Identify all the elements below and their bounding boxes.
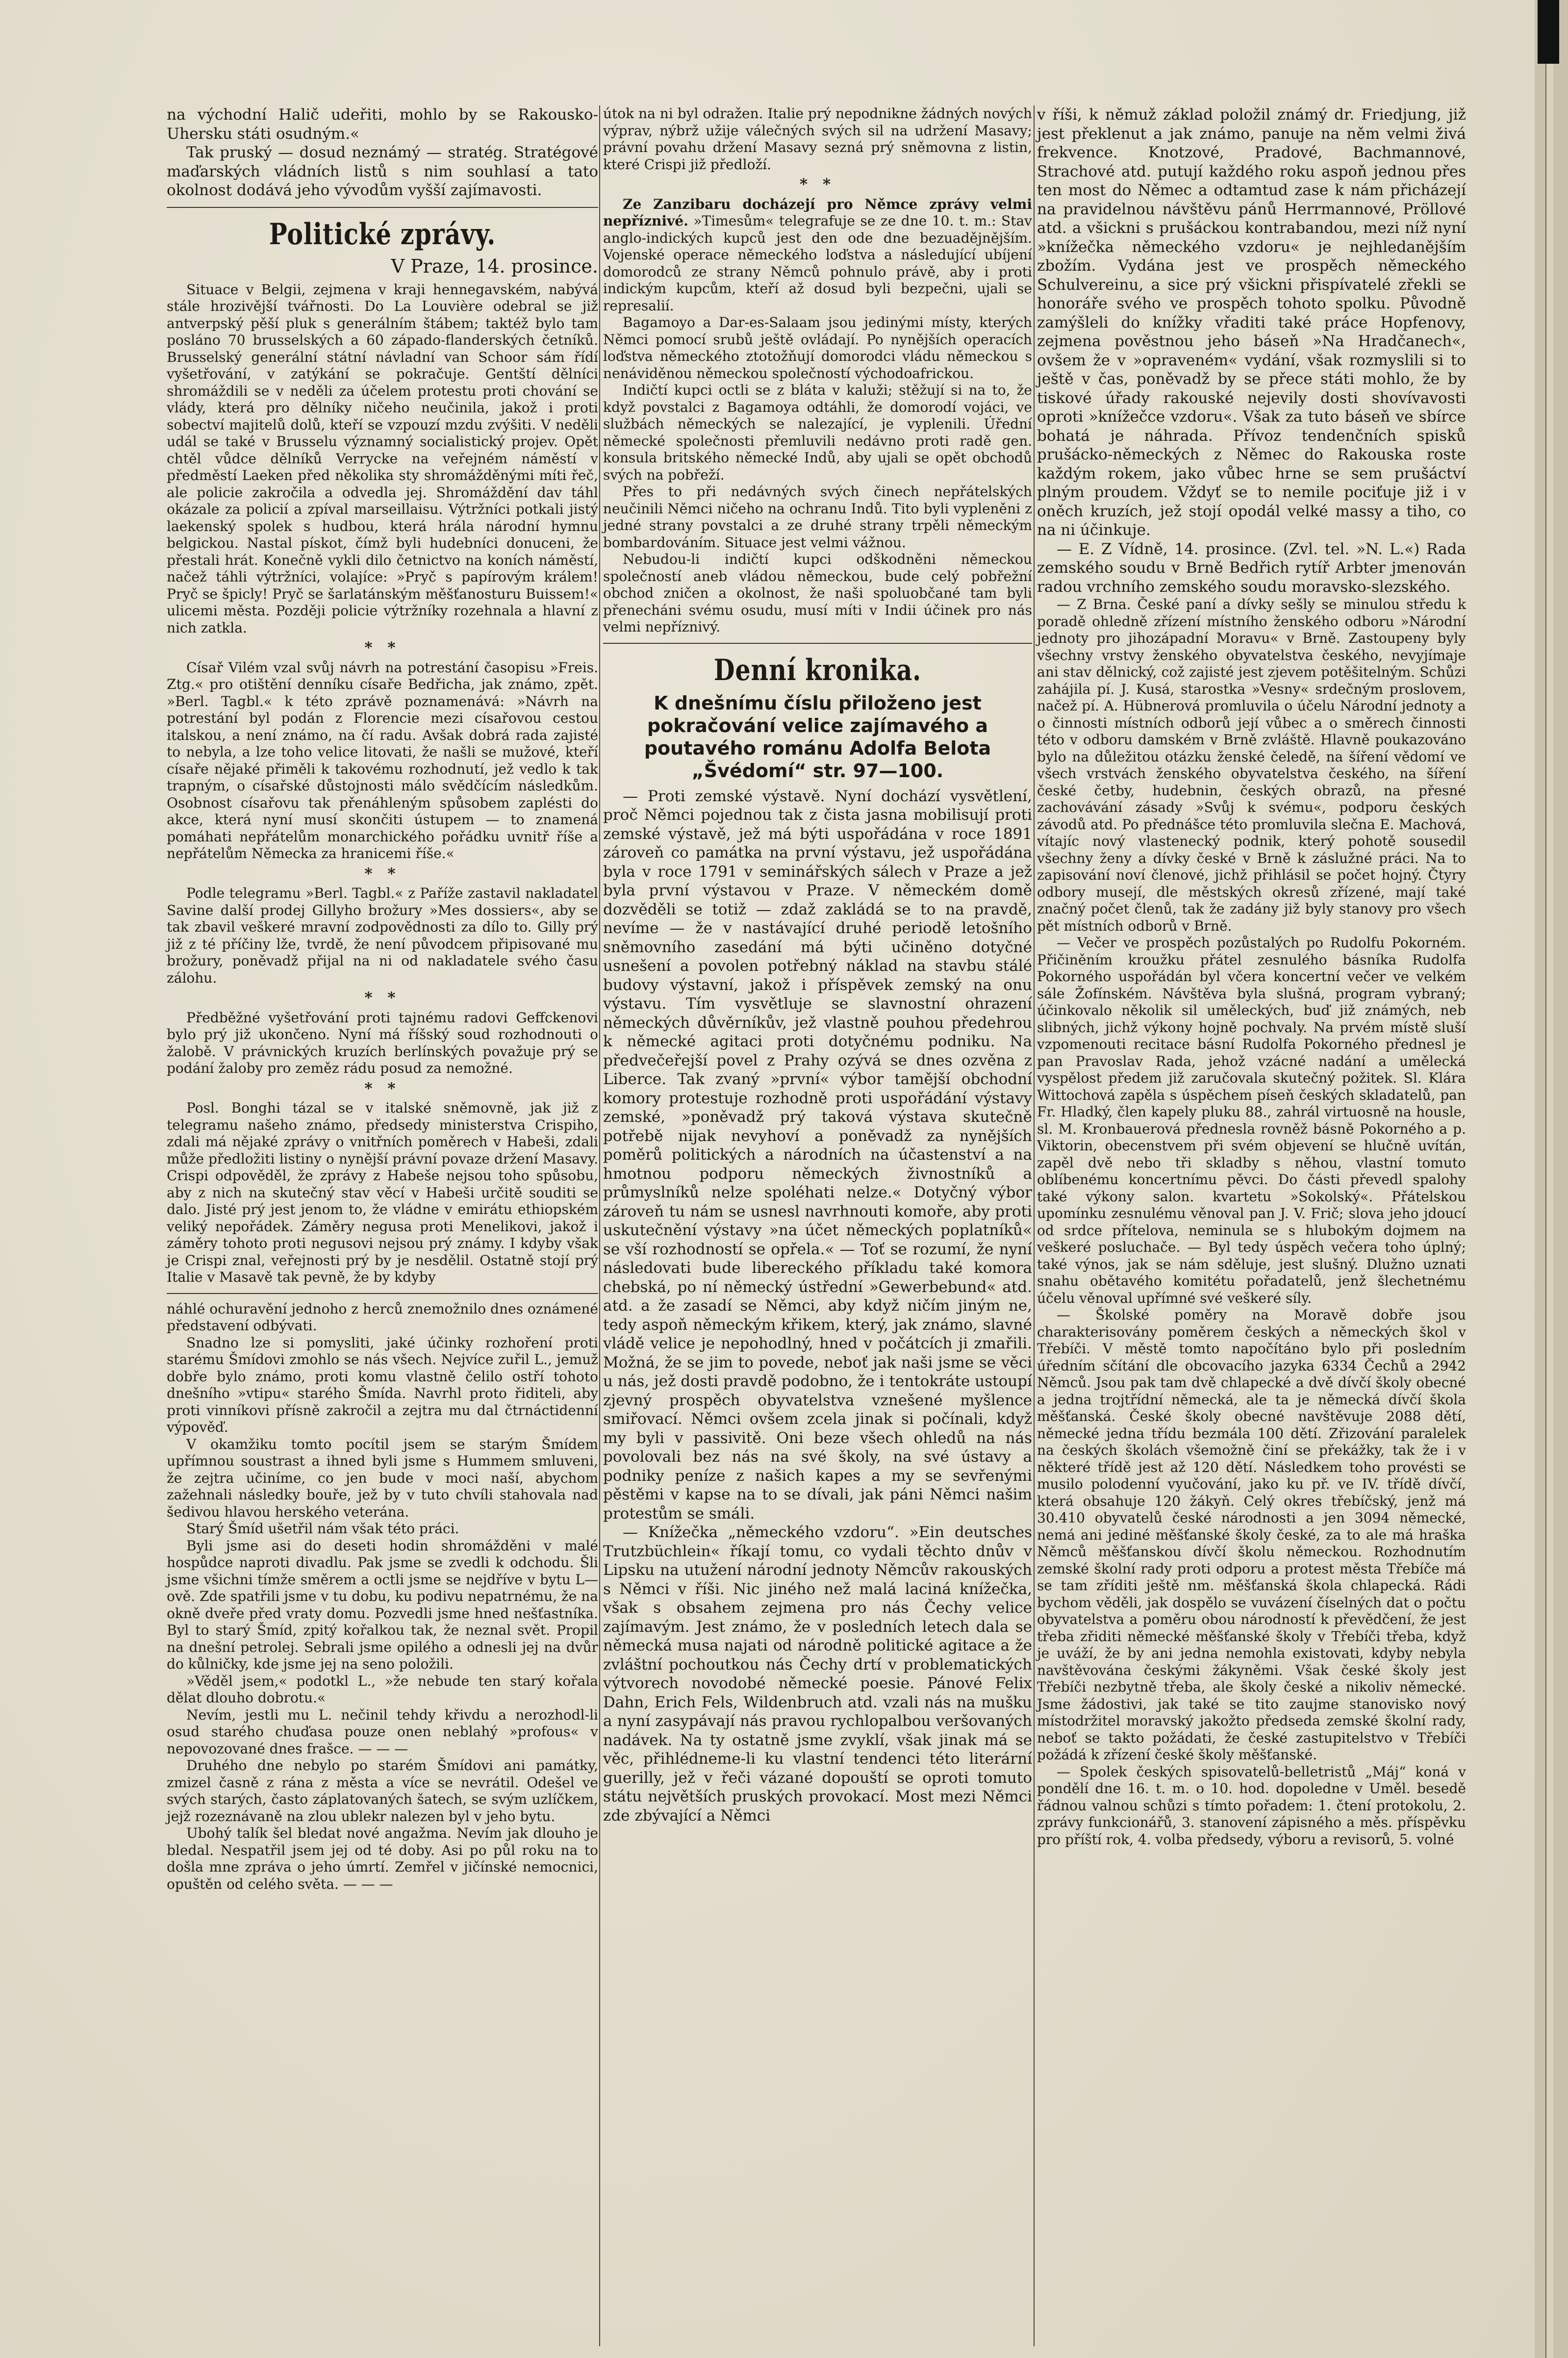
feuilleton-text: Snadno lze si pomysliti, jaké účinky rozhoření proti starému Šmídovi zmohlo se nás všech. Nejvíce zuřil L., jemuž dobře bylo známo, proti komu vlastně čelilo ostří tohoto dnešního »vtipu« starého Šmída. Navrhl proto řiditeli, aby proti vinníkovi přísně zakročil a zejtra mu dal čtrnáctidenní výpověď. [167, 1334, 598, 1435]
article-gilly: Podle telegramu »Berl. Tagbl.« z Paříže zastavil nakladatel Savine další prodej Gillyho brožury »Mes dossiers«, aby se tak zbavil veškeré mravní zodpovědnosti za dílo to. Gilly prý již z té příčiny lže, tvrdě, že není původcem připisované mu brožury, poněvadž přijal na ni od nakladatele svého času zálohu. [167, 885, 598, 986]
supplement-announcement: K dnešnímu číslu přiloženo jest pokračování velice zajímavého a poutavého románu Adolfa Belota „Švédomí“ str. 97—100. [644, 692, 991, 782]
article-belgie: Situace v Belgii, zejmena v kraji hennegavském, nabývá stále hrozivější tvářnosti. Do La Louvière odebral se již antverpský pěší pluk s generálním štábem; taktéž bylo tam posláno 70 brusselských a 60 západo-flanderských četníků. Brusselský generální státní návladní van Schoor sám řídí vyšetřování, v zatýkání se pokračuje. Gentští dělníci shromáždili se v neděli za účelem protestu proti chování se vlády, která pro dělníky ničeho neučinila, jakož i proti sobectví majitelů dolů, kteří se vzpouzí mzdu zvýšiti. V neděli udál se také v Brusselu významný socialistický projev. Opět chtěl vůdce dělníků Verrycke na veřejném náměstí v předměstí Laeken před několika sty shromážděnými míti řeč, ale policie zakročila a odvedla jej. Shromáždění dav táhl okázale za policií a zpíval marseillaisu. Výtržníci potkali jistý laekenský spolek s hudbou, která hrála národní hymnu belgickou. Nastal pískot, čímž byli hudebníci donuceni, že přestali hrát. Konečně vykli dilo četnictvo na koních náměstí, načež táhli výtržníci, volajíce: »Pryč s papírovým králem! Pryč se špicly! Pryč se šarlatánským měšťanosturu Buissem!« ulicemi města. Později policie výtržníky rozehnala a hlavní z nich zatkla. [167, 281, 598, 636]
page-edge [1535, 0, 1568, 2358]
column-middle [603, 105, 1032, 2351]
article-vecer-pokorny: — Večer ve prospěch pozůstalých po Rudolfu Pokorném. Přičiněním kroužku přátel zesnulého básníka Rudolfa Pokorného uspořádán byl včera koncertní večer ve velkém sále Žofínském. Návštěva byla slušná, program vybraný; účinkovalo několik sil uměleckých, buď již známých, neb slibných, jichž výkony hojně pochvaly. Na prvém místě sluší vzpomenouti recitace básní Rudolfa Pokorného přednesl je pan Pravoslav Rada, jehož vzácné nadání a umělecká vyspělost předem již zaručovala skutečný požitek. Sl. Klára Wittochová zapěla s úspěchem píseň českých skladatelů, pan Fr. Hladký, člen kapely pluku 88., zahrál virtuosně na housle, sl. M. Kronbauerová přednesla rovněž básně Pokorného a p. Viktorin, obecenstvem při svém objevení se hlučně uvítán, zapěl dvě nebo tři skladby s něhou, vlastní tomuto oblíbenému koncertnímu pěvci. Do části převedl spalohy také výkony salon. kvartetu »Sokolský«. Přátelskou upomínku zesnulému věnoval pan J. V. Frič; slova jeho jdoucí od srdce přítelova, neminula se s hlubokým dojmem na veškeré posluchače. — Byl tedy úspěch večera toho úplný; také výnos, jak se nám sděluje, jest slušný. Dlužno uznati snahu obětavého komitétu pořadatelů, jenž šlechetnému účelu věnoval upřímné své veškeré síly. [1037, 935, 1466, 1306]
section-divider [167, 207, 598, 208]
section-divider [603, 643, 1032, 644]
article-z-vidne: — E. Z Vídně, 14. prosince. (Zvl. tel. »N. L.«) Rada zemského soudu v Brně Bedřich rytíř Arbter jmenován radou vrchního zemského soudu moravsko-slezského. [1037, 540, 1466, 596]
feuilleton-text: Ubohý talík šel bledat nové angažma. Nevím jak dlouho je bledal. Nespatřil jsem jej od té doby. Asi po půl roku na to došla mne zpráva o jeho úmrtí. Zemřel v jičínské nemocnici, opuštěn od celého světa. — — — [167, 1825, 598, 1892]
article-spolek-maj: — Spolek českých spisovatelů-belletristů „Máj“ koná v pondělí dne 16. t. m. o 10. hod. dopoledne v Uměl. besedě řádnou valnou schůzi s tímto pořadem: 1. čtení protokolu, 2. zprávy funkcionářů, 3. stanovení zápisného a měs. příspěvku pro příští rok, 4. volba předsedy, výboru a revisorů, 5. volné [1037, 1763, 1466, 1848]
article-zanzibar-5: Nebudou-li indičtí kupci odškodněni německou společností aneb vládou německou, bude celý pobřežní obchod zničen a okolnost, že naši spoluobčané tam byli přenecháni svému osudu, musí míti v Indii účinek pro nás velmi nepříznivý. [603, 551, 1032, 635]
section-title-politicke-zpravy: Politické zprávy. [269, 217, 496, 252]
article-zanzibar-4: Přes to při nedávných svých činech nepřátelských neučinili Němci ničeho na ochranu Indů. Tito byli vypleněni z jedné strany povstalci a ze druhé strany trpěli německým bombardováním. Situace jest velmi vážnou. [603, 483, 1032, 551]
separator-stars: * * [364, 989, 401, 1007]
separator-stars: * * [364, 1079, 401, 1097]
article-italie-cont: útok na ni byl odražen. Italie prý nepodnikne žádných nových výprav, nýbrž užije válečných svých sil na udržení Masavy; právní povahu držení Masavy sezná prý sněmovna z listin, které Crispi již předloží. [603, 105, 1032, 173]
feuilleton-text: Druhého dne nebylo po starém Šmídovi ani památky, zmizel časně z rána z města a více se nevrátil. Odešel ve svých starých, často záplatovaných šatech, se svým uzlíčkem, jejž rozeznávaně na zlou ublekr nalezen byl v jeho bytu. [167, 1757, 598, 1825]
feuilleton-text: náhlé ochuravění jednoho z herců znemožnilo dnes oznámené představení odbývati. [167, 1300, 598, 1334]
page-edge-mark [1538, 0, 1559, 64]
feuilleton-text: Nevím, jestli mu L. nečinil tehdy křivdu a nerozhodl-li osud starého chuďasa pouze onen neblahý »profous« v nepovozované dnes frašce. — — — [167, 1706, 598, 1757]
feuilleton-text: Byli jsme asi do deseti hodin shromážděni v malé hospůdce naproti divadlu. Pak jsme se zvedli k odchodu. Šli jsme všichni tímže směrem a octli jsme se nejdříve v bytu L—ově. Zde spatřili jsme v tu dobu, ku podivu nepatrnému, že na okně dveře před vraty domu. Pozvedli jsme hned nešťastníka. Byl to starý Šmíd, zpitý kořalkou tak, že neznal svět. Propil na dnešní petrolej. Sebrali jsme opilého a odnesli jej na dvůr do kůlničky, kde jsme jej na seno položili. [167, 1537, 598, 1672]
article-geffcken: Předběžné vyšetřování proti tajnému radovi Geffckenovi bylo prý již ukončeno. Nyní má říšský soud rozhodnouti o žalobě. V právnických kruzích berlínských považuje prý se podání žaloby pro zeměz rádu posud za nemožné. [167, 1009, 598, 1076]
page-edge-strip [1545, 64, 1553, 2358]
intro-text-2: Tak pruský — dosud neznámý — stratég. Stratégové maďarských vládních listů s nim souhlasí a tato okolnost dodává jeho vývodům vyšší zajímavosti. [167, 144, 598, 199]
article-zanzibar-2: Bagamoyo a Dar-es-Salaam jsou jedinými místy, kterých Němci pomocí srubů ještě ovládají. Po nynějších operacích loďstva německého ztotožňují domorodci vládu německou s nenáviděnou německou společností východoafrickou. [603, 314, 1032, 381]
article-skolske-pomery: — Školské poměry na Moravě dobře jsou charakterisovány poměrem českých a německých škol v Třebíči. V městě tomto napočítáno bylo při posledním úředním sčítání dle obcovacího jazyka 6334 Čechů a 2942 Němců. Jsou pak tam dvě chlapecké a dvě dívčí školy obecné a jedna trojtřídní německá, ale ta je německá dívčí škola měšťanská. České školy obecné navštěvuje 2088 dětí, německé jedna třídu bezmála 100 dětí. Zřizování paralelek na českých školách všemožně činí se překážky, tak že i v některé třídě jest až 120 dětí. Následkem toho provésti se musilo polodenní vyučování, jako ku př. ve IV. třídě dívčí, která obsahuje 120 žákyň. Celý okres třebíčský, jenž má 30.410 obyvatelů české národnosti a jen 3094 německé, nemá ani jediné měšťanské školy české, za to ale má hraška Němců měšťanskou dívčí školu německou. Rozhodnutím zemské školní rady proti odporu a protest města Třebíče má se tam zříditi ještě nm. měšťanská škola chlapecká. Rádi bychom věděli, jak dospělo se vuvázení číselných dat o počtu obyvatelstva a poměru obou národností k převědčení, že jest třeba zřiditi německé měšťanské školy v Třebíči třeba, když je uváží, že by ani jedna nemohla existovati, kdyby nebyla navštěvována českými žákyněmi. Však české školy jest Třebíči nezbytně třeba, ale školy české a nikoliv německé. Jsme žádostivi, jak také se tito zaujme stanovisko nový místodržitel moravský jakožto předseda zemské školní rady, neboť se takto požádati, že české zastupitelstvo v Třebíči požádá k zřízení české školy měšťanské. [1037, 1307, 1466, 1763]
feuilleton-text: »Věděl jsem,« podotkl L., »že nebude ten starý kořala dělat dlouho dobrotu.« [167, 1673, 598, 1706]
article-knizecka-cont: v říši, k němuž základ položil známý dr. Friedjung, již jest překlenut a jak známo, panuje na něm velmi živá frekvence. Knotzové, Pradové, Bachmannové, Strachové atd. putují každého roku aspoň jednou přes ten most do Němec a odtamtud zase k nám přicházejí na pravidelnou návštěvu pánů Herrmannové, Pröllové atd. a všickni s prušáckou kontrabandou, mezi níž nyní »knížečka německého vzdoru« je nejhledanějším zbožím. Vydána jest ve prospěch německého Schulvereinu, a sice prý všickni přispívatelé zřekli se honoráře svého ve prospěch tohoto spolku. Původně zamýšleli do knížky vřaditi také práce Hopfenovy, zejmena pověstnou jeho báseň »Na Hradčanech«, ovšem že v »opraveném« vydání, však rozmyslili si to ještě v čas, poněvadž by se přece státi mohlo, že by tiskové úřady rakouské nejevily dosti shovívavosti oproti »knížečce vzdoru«. Však za tuto báseň ve sbírce bohatá je náhrada. Přívoz tendenčních spisků prušácko-německých z Němec do Rakouska roste každým rokem, jako vůbec hrne se sem prušáctví plným proudem. Vždyť se to nemile pociťuje již i v oněch kruzích, jež stojí opodál velké massy a tiho, co na ni účinkuje. [1037, 106, 1466, 539]
feuilleton-text: V okamžiku tomto pocítil jsem se starým Šmídem upřímnou soustrast a ihned byli jsme s Hummem smluveni, že zejtra učiníme, co jen bude v moci naší, abychom zažehnali následky bouře, jež by v tuto chvíli stahovala nad šedivou hlavou herského veterána. [167, 1436, 598, 1520]
article-zanzibar-heading: Ze Zanzibaru docházejí pro Němce zprávy velmi nepříznivé. [603, 196, 1032, 229]
article-zemska-vystava: — Proti zemské výstavě. Nyní dochází vysvětlení, proč Němci pojednou tak z čista jasna mobilisují proti zemské výstavě, jež má býti uspořádána v roce 1891 zároveň co památka na první výstavu, jež uspořádána byla v roce 1791 v seminářských sálech v Praze a jež byla první výstavou v Praze. V německém domě dozvěděli se totiž — zdaž zakládá se to na pravdě, nevíme — že v nastávající druhé periodě letošního sněmovního zasedání má býti učiněno dotyčné usnešení a povolen potřebný náklad na stavbu stálé budovy výstavní, jakož i příspěvek zemský na onu výstavu. Tím vysvětluje se slavnostní ohrazení německých důvěrníkův, jež vlastně pouhou předehrou k německé agitaci proti dotyčnému podniku. Na předvečeřejší povel z Prahy ozývá se dnes ozvěna z Liberce. Tak zvaný »první« výbor tamější obchodní komory protestuje rozhodně proti uspořádání výstavy zemské, »poněvadž prý taková výstava skutečně potřebě nijak nevyhoví a poněvadž za nynějších poměrů politických a národních na účastenství a na hmotnou podporu německých živnostníků a průmyslníků nelze spoléhati nelze.« Dotyčný výbor zároveň tu nám se usnesl navrhnouti komoře, aby proti uskutečnění výstavy »na účet německých poplatníků« se vší rozhodností se opřela.« — Toť se rozumí, že nyní následovati bude libereckého příkladu také komora chebská, po ní německý ústřední »Gewerbebund« atd. atd. a že zasadí se Němci, aby když ničím jiným ne, tedy aspoň německým křikem, který, jak známo, slavné vládě velice je nepohodlný, hned v počátcích ji zmařili. Možná, že se jim to povede, neboť jak naši jsme se věci u nás, jež dosti pravdě podobno, že i tentokráte ustoupí zjevný prospěch obyvatelstva vznešené myšlence smiřovací. Němci ovšem zcela jinak si počínali, když my byli v passivitě. Oni beze všech ohledů na nás povolovali bez nás na své školy, na své ústavy a podniky peníze z našich kapes a my se sevřenými pěstěmi v kapse na to se dívali, jak páni Němci našim protestům se smáli. [603, 787, 1032, 1522]
column-left [167, 105, 598, 2351]
separator-stars: * * [364, 639, 401, 657]
column-rule-2 [1034, 105, 1035, 2346]
section-title-denni-kronika: Denní kronika. [713, 653, 922, 687]
separator-stars: * * [799, 176, 836, 193]
column-rule-1 [599, 105, 600, 2346]
dateline: V Praze, 14. prosince. [391, 255, 598, 277]
article-knizecka: — Knížečka „německého vzdoru“. »Ein deutsches Trutzbüchlein« říkají tomu, co vydali těchto dnův v Lipsku na utužení národní jednoty Němcův rakouských s Němci v říši. Nic jiného než malá laciná knížečka, však s obsahem zejmena pro nás Čechy velice zajímavým. Jest známo, že v posledních letech dala se německá musa najati od národně politické agitace a že zvláštní pochoutkou nás Čechy drtí v problematických výtvorech novodobé německé poesie. Pánové Felix Dahn, Erich Fels, Wildenbruch atd. vzali nás na mušku a nyní zasypávají nás pravou rychlopalbou veršovaných nadávek. Na ty ostatně jsme zvyklí, však jinak má se věc, přihlédneme-li ku vlastní tendenci této literární guerilly, jež v řeči vázané dopouští se oproti tomuto státu největších pruských provokací. Most mezi Němci zde zbývající a Němci [603, 1523, 1032, 1825]
column-right [1037, 105, 1466, 2351]
article-z-brna: — Z Brna. České paní a dívky sešly se minulou středu k poradě ohledně zřízení místního ženského odboru »Národní jednoty pro jihozápadní Moravu« v Brně. Zastoupeny byly všechny vrstvy ženského obyvatelstva českého, nevyjímaje ani stav dělnický, což zajisté jest zjevem potěšitelným. Schůzi zahájila pí. J. Kusá, starostka »Vesny« srdečným proslovem, načež pí. A. Hübnerová promluvila o účelu Národní jednoty a o činnosti místních odborů její vůbec a o směrech činnosti této v odboru damském v Brně zvláště. Hlavně poukazováno bylo na důležitou otázku ženské čeledě, na šíření vědomí ve všech vrstvách ženského obyvatelstva českého, na šíření české četby, hudebnin, českých obrazů, na přesné zachovávání zásady »Svůj k svému«, podporu českých závodů atd. Po přednášce této promluvila slečna E. Machová, vítajíc nový vlastenecký podnik, který pohotě sousedil všechny ženy a dívky české v Brně k záslužné práci. Na to zapisování noví členové, jichž přihlásil se počet hojný. Čtyry odbory musejí, dle městských okresů zřízené, mají také značný počet členů, tak že zadány již byly stanovy pro všech pět místních odborů v Brně. [1037, 596, 1466, 934]
article-cisar-vilem: Císař Vilém vzal svůj návrh na potrestání časopisu »Freis. Ztg.« pro otištění denníku císaře Bedřicha, jak známo, zpět. »Berl. Tagbl.« k této zprávě poznamenává: »Návrh na potrestání byl podán z Florencie mezi císařovou cestou italskou, a není známo, na čí radu. Avšak dobrá rada zajisté to nebyla, a lze toho velice litovati, že našli se mužové, kteří císaře nějaké přiměli k takovému rozhodnutí, jež vedlo k tak trapným, o císařské důstojnosti málo svědčícím následkům. Osobnost císařovu tak přenáhleným spůsobem zaplésti do akce, která nyní musí skončiti ústupem — to znamená pomáhati nepřátelům monarchického pořádku uvnitř říše a nepřátelům Německa za hranicemi říše.« [167, 659, 598, 862]
feuilleton-text: Starý Šmíd ušetřil nám však této práci. [186, 1521, 459, 1537]
feuilleton-divider [167, 1293, 598, 1294]
article-zanzibar-3: Indičtí kupci octli se z bláta v kaluži; stěžují si na to, že když povstalci z Bagamoya odtáhli, že domorodí vojáci, ve službách německých se nalezající, je vyplenili. Úřední německé společnosti přemluvili nedávno proti radě gen. konsula britského německé Indů, aby ujali se opět obchodů svých na pobřeží. [603, 382, 1032, 483]
article-bonghi: Posl. Bonghi tázal se v italské sněmovně, jak již z telegramu našeho známo, předsedy ministerstva Crispiho, zdali má nějaké zprávy o vnitřních poměrech v Habeši, zdali může předložiti listiny o nynější právní povaze držení Masavy. Crispi odpověděl, že zprávy z Habeše nejsou toho spůsobu, aby z nich na skutečný stav věcí v Habeši určitě souditi se dalo. Jisté prý jest jenom to, že vládne v emirátu ethiopském veliký nepořádek. Záměry negusa proti Menelikovi, jakož i záměry tohoto proti negusovi nejsou prý známy. I kdyby však je Crispi znal, veřejnosti prý by je nesdělil. Ostatně stojí prý Italie v Masavě tak pevně, že by kdyby [167, 1100, 598, 1285]
intro-text: na východní Halič udeřiti, mohlo by se Rakousko-Uhersku státi osudným.« [167, 106, 598, 143]
article-zanzibar-body: »Timesům« telegrafuje se ze dne 10. t. m.: Stav anglo-indických kupců jest den ode dne bezuadějnějším. Vojenské operace německého loďstva a následující ubíjení domorodců ze strany Němců pohnulo právě, aby i proti indickým kupcům, kteří až dosud byli bezpečni, ujali se represalií. [603, 213, 1032, 314]
article-zanzibar [603, 196, 1032, 315]
separator-stars: * * [364, 864, 401, 883]
